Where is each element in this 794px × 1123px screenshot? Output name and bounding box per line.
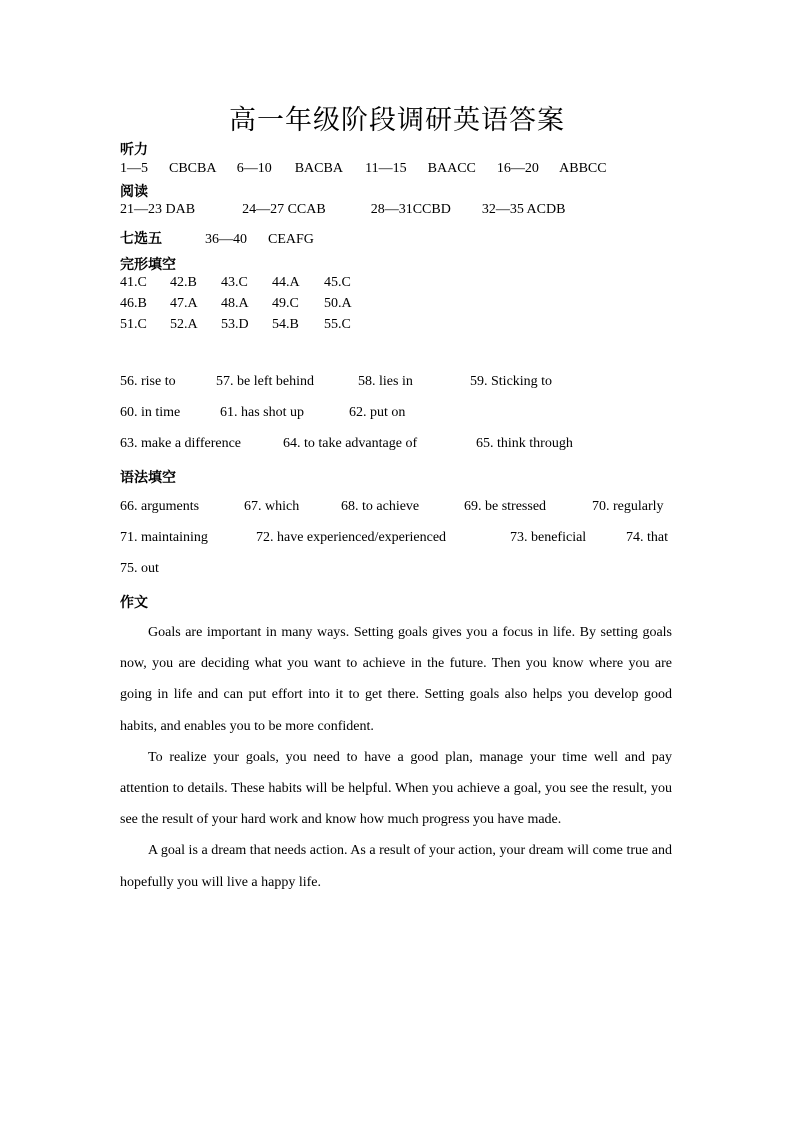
essay-paragraph-3: A goal is a dream that needs action. As a result of your action, your dream will come true and hopefully you will live a happy life. [120,843,672,890]
reading-answer-1: DAB [165,202,196,217]
grammar-row-1 [120,499,664,515]
cloze-answer: 46.B [120,296,147,311]
cloze-answer: 44.A [272,275,300,290]
phrase-answer: 63. make a difference [120,436,242,451]
grammar-answer: 74. that [626,530,668,545]
essay-paragraph-1: Goals are important in many ways. Setting goals gives you a focus in life. By setting goals now, you are deciding what you want to achieve in the future. Then you know where you are going in life and can put effort into it to get there. Setting goals also helps you develop good habits, and enables you to be more confident. [120,625,672,734]
essay-paragraph-2: To realize your goals, you need to have a good plan, manage your time well and pay attention to details. These habits will be helpful. When you achieve a goal, you see the result, you see the result of your hard work and know how much progress you have made. [120,749,672,828]
phrase-row-2 [120,405,405,421]
seven-of-five-heading: 七选五 [120,231,162,247]
reading-heading: 阅读 [120,184,148,200]
phrase-answer: 56. rise to [120,374,176,389]
listening-answer-4: ABBCC [559,161,607,176]
phrase-answer: 60. in time [120,405,181,420]
grammar-heading: 语法填空 [120,470,176,486]
cloze-row-2 [120,296,352,312]
writing-essay [120,617,672,898]
page-title: 高一年级阶段调研英语答案 [229,105,565,136]
reading-range-1: 21—23 [120,202,162,217]
phrase-answer: 58. lies in [358,374,413,389]
grammar-answer: 66. arguments [120,499,200,514]
cloze-answer: 49.C [272,296,299,311]
listening-range-3: 11—15 [365,161,407,176]
grammar-answer: 68. to achieve [341,499,420,514]
grammar-answer: 75. out [120,561,159,576]
phrase-answer: 64. to take advantage of [283,436,418,451]
phrase-row-1 [120,374,552,390]
reading-range-2: 24—27 [242,202,285,217]
seven-of-five-answers: CEAFG [268,232,314,247]
cloze-row-1 [120,275,351,291]
cloze-answer: 53.D [221,317,249,332]
seven-of-five-row [120,228,314,248]
phrase-answer: 57. be left behind [216,374,314,389]
listening-answer-3: BAACC [427,161,476,176]
reading-answers [120,202,565,218]
grammar-answer: 73. beneficial [510,530,587,545]
phrase-answer: 59. Sticking to [470,374,553,389]
grammar-answer: 67. which [244,499,300,514]
grammar-answer: 70. regularly [592,499,664,514]
grammar-answer: 71. maintaining [120,530,208,545]
listening-answer-2: BACBA [294,161,343,176]
reading-range-3: 28—31 [370,202,413,217]
writing-heading: 作文 [120,595,148,611]
phrase-answer: 65. think through [476,436,573,451]
cloze-row-3 [120,317,351,333]
listening-range-4: 16—20 [496,161,539,176]
cloze-answer: 47.A [170,296,198,311]
cloze-answer: 43.C [221,275,248,290]
cloze-answer: 42.B [170,275,197,290]
cloze-heading: 完形填空 [120,257,176,273]
cloze-answer: 48.A [221,296,249,311]
phrase-answer: 62. put on [349,405,406,420]
cloze-answer: 41.C [120,275,147,290]
listening-range-1: 1—5 [120,161,148,176]
reading-answer-3: CCBD [412,202,451,217]
grammar-answer: 72. have experienced/experienced [256,530,447,545]
cloze-answer: 55.C [324,317,351,332]
cloze-answer: 54.B [272,317,299,332]
cloze-answer: 45.C [324,275,351,290]
grammar-row-3 [120,561,159,577]
reading-range-4: 32—35 [481,202,524,217]
cloze-answer: 50.A [324,296,352,311]
phrase-row-3 [120,436,573,452]
listening-range-2: 6—10 [236,161,272,176]
seven-of-five-range: 36—40 [205,232,247,247]
cloze-answer: 52.A [170,317,198,332]
grammar-answer: 69. be stressed [464,499,547,514]
grammar-row-2 [120,530,668,546]
listening-answer-1: CBCBA [169,161,216,176]
phrase-answer: 61. has shot up [220,405,304,420]
reading-answer-2: CCAB [287,202,326,217]
cloze-answer: 51.C [120,317,147,332]
listening-heading: 听力 [120,142,148,158]
listening-answers [120,161,607,177]
reading-answer-4: ACDB [526,202,566,217]
